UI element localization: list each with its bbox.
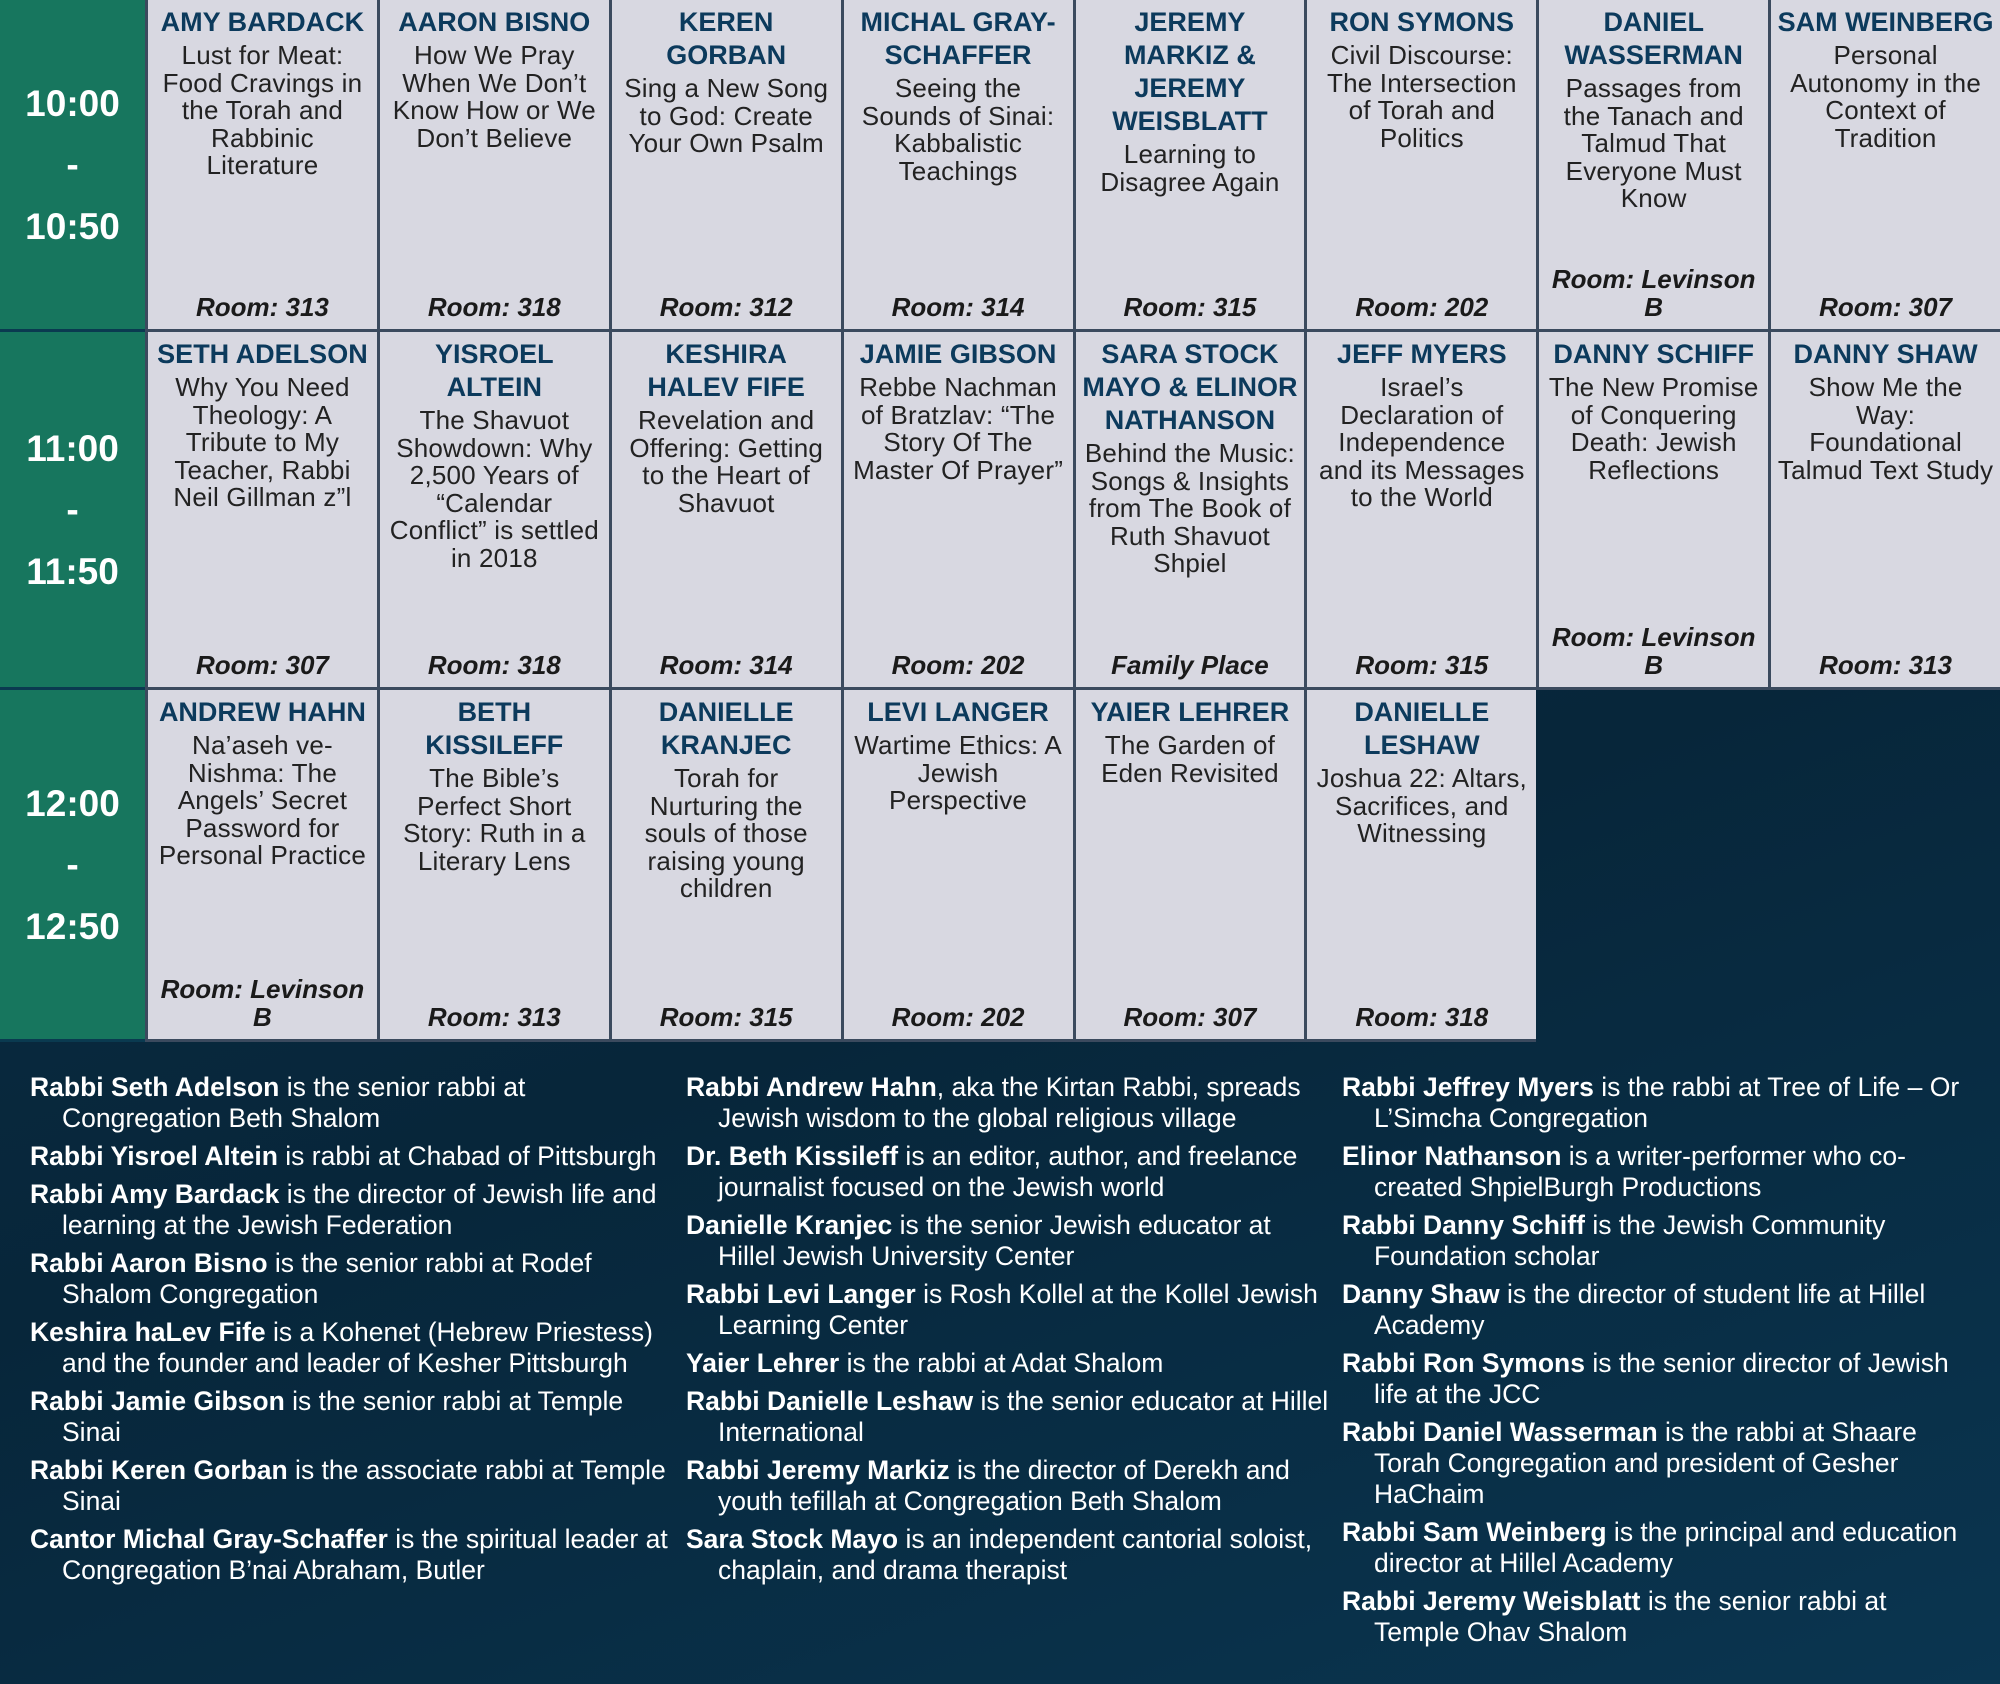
session-room: Room: 202 bbox=[1355, 292, 1489, 322]
empty-cell bbox=[1768, 690, 2000, 1042]
bio-entry bbox=[686, 1072, 1342, 1134]
speaker-name: MICHAL GRAY-SCHAFFER bbox=[860, 7, 1056, 70]
session-title: Personal Autonomy in the Context of Tradition bbox=[1790, 40, 1981, 153]
session-cell bbox=[841, 690, 1073, 1042]
bio-name: Danny Shaw bbox=[1342, 1279, 1500, 1309]
speaker-name: DANIELLE KRANJEC bbox=[658, 697, 794, 760]
session-room: Room: 312 bbox=[659, 292, 793, 322]
session-title: Seeing the Sounds of Sinai: Kabbalistic Teachings bbox=[861, 73, 1055, 186]
bio-name: Yaier Lehrer bbox=[686, 1348, 840, 1378]
speaker-name: YAIER LEHRER bbox=[1090, 697, 1290, 727]
session-title: Na’aseh ve-Nishma: The Angels’ Secret Password for Personal Practice bbox=[158, 730, 367, 870]
session-room: Room: 313 bbox=[427, 1002, 561, 1032]
session-title: Sing a New Song to God: Create Your Own Psalm bbox=[624, 73, 829, 158]
bio-text: is an editor, author, and freelance journalist focused on the Jewish world bbox=[718, 1141, 1298, 1202]
bio-text: is the senior rabbi at Temple Sinai bbox=[62, 1386, 624, 1447]
bio-text: is the director of student life at Hillel Academy bbox=[1374, 1279, 1926, 1340]
session-cell bbox=[377, 0, 609, 332]
bio-name: Rabbi Jeffrey Myers bbox=[1342, 1072, 1594, 1102]
session-title: Israel’s Declaration of Independence and its Messages to the World bbox=[1319, 372, 1525, 512]
session-cell bbox=[1304, 332, 1536, 690]
bio-name: Rabbi Aaron Bisno bbox=[30, 1248, 268, 1278]
bio-text: is the rabbi at Adat Shalom bbox=[839, 1348, 1164, 1378]
speaker-name: BETH KISSILEFF bbox=[425, 697, 564, 760]
bio-name: Rabbi Amy Bardack bbox=[30, 1179, 280, 1209]
bio-entry bbox=[686, 1455, 1342, 1517]
session-room: Room: 318 bbox=[1355, 1002, 1489, 1032]
session-cell bbox=[1073, 332, 1305, 690]
session-room: Room: 318 bbox=[427, 650, 561, 680]
session-room: Room: 307 bbox=[195, 650, 329, 680]
speaker-name: ANDREW HAHN bbox=[158, 697, 366, 727]
speaker-name: KESHIRA HALEV FIFE bbox=[647, 339, 805, 402]
bio-name: Rabbi Danny Schiff bbox=[1342, 1210, 1585, 1240]
bio-text: is the rabbi at Shaare Torah Congregation and president of Gesher HaChaim bbox=[1374, 1417, 1917, 1509]
speaker-bios bbox=[30, 1072, 1970, 1655]
session-title: The Garden of Eden Revisited bbox=[1101, 730, 1279, 788]
bio-name: Danielle Kranjec bbox=[686, 1210, 893, 1240]
session-title: Behind the Music: Songs & Insights from The Book of Ruth Shavuot Shpiel bbox=[1084, 438, 1295, 578]
speaker-name: JEFF MYERS bbox=[1337, 339, 1507, 369]
speaker-name: DANNY SHAW bbox=[1793, 339, 1978, 369]
bio-entry bbox=[1342, 1586, 1970, 1648]
bio-entry bbox=[1342, 1348, 1970, 1410]
bio-entry bbox=[1342, 1072, 1970, 1134]
session-room: Room: 315 bbox=[1355, 650, 1489, 680]
bio-text: is the principal and education director at Hillel Academy bbox=[1374, 1517, 1958, 1578]
bio-name: Rabbi Keren Gorban bbox=[30, 1455, 288, 1485]
bio-name: Rabbi Danielle Leshaw bbox=[686, 1386, 974, 1416]
bio-entry bbox=[30, 1141, 686, 1172]
time-slot bbox=[0, 0, 145, 332]
bio-column bbox=[1342, 1072, 1970, 1655]
session-cell bbox=[377, 332, 609, 690]
session-room: Room: 314 bbox=[659, 650, 793, 680]
speaker-name: DANIELLE LESHAW bbox=[1354, 697, 1490, 760]
session-cell bbox=[1536, 0, 1768, 332]
session-title: Torah for Nurturing the souls of those raising young children bbox=[644, 763, 808, 903]
bio-text: is the senior rabbi at Temple Ohav Shalom bbox=[1374, 1586, 1887, 1647]
session-room: Room: 313 bbox=[195, 292, 329, 322]
empty-cell bbox=[1536, 690, 1768, 1042]
session-title: Wartime Ethics: A Jewish Perspective bbox=[854, 730, 1062, 815]
speaker-name: DANNY SCHIFF bbox=[1553, 339, 1754, 369]
bio-entry bbox=[1342, 1417, 1970, 1510]
time-sep: - bbox=[66, 843, 79, 885]
bio-name: Sara Stock Mayo bbox=[686, 1524, 899, 1554]
session-title: The Bible’s Perfect Short Story: Ruth in a Literary Lens bbox=[403, 763, 586, 876]
bio-name: Rabbi Yisroel Altein bbox=[30, 1141, 278, 1171]
bio-entry bbox=[30, 1179, 686, 1241]
session-cell bbox=[609, 332, 841, 690]
bio-text: is the director of Derekh and youth tefillah at Congregation Beth Shalom bbox=[718, 1455, 1290, 1516]
bio-entry bbox=[1342, 1141, 1970, 1203]
bio-entry bbox=[686, 1279, 1342, 1341]
bio-entry bbox=[30, 1072, 686, 1134]
bio-text: is the spiritual leader at Congregation B’nai Abraham, Butler bbox=[62, 1524, 668, 1585]
session-room: Room: 314 bbox=[891, 292, 1025, 322]
bio-name: Rabbi Levi Langer bbox=[686, 1279, 916, 1309]
bio-entry bbox=[30, 1524, 686, 1586]
bio-name: Dr. Beth Kissileff bbox=[686, 1141, 899, 1171]
bio-name: Elinor Nathanson bbox=[1342, 1141, 1562, 1171]
bio-name: Cantor Michal Gray-Schaffer bbox=[30, 1524, 388, 1554]
session-room: Room: 315 bbox=[659, 1002, 793, 1032]
speaker-name: AMY BARDACK bbox=[160, 7, 365, 37]
bio-column bbox=[686, 1072, 1342, 1655]
session-title: How We Pray When We Don’t Know How or We Don’t Believe bbox=[392, 40, 596, 153]
time-sep: - bbox=[66, 488, 79, 530]
speaker-name: SETH ADELSON bbox=[157, 339, 368, 369]
session-cell bbox=[377, 690, 609, 1042]
bio-entry bbox=[30, 1386, 686, 1448]
bio-name: Rabbi Sam Weinberg bbox=[1342, 1517, 1607, 1547]
session-room: Room: 202 bbox=[891, 650, 1025, 680]
bio-entry bbox=[1342, 1210, 1970, 1272]
time-start: 11:00 bbox=[26, 427, 119, 469]
session-room: Room: Levinson B bbox=[1551, 264, 1756, 322]
time-slot bbox=[0, 690, 145, 1042]
time-end: 11:50 bbox=[26, 550, 119, 592]
bio-text: is the senior director of Jewish life at the JCC bbox=[1374, 1348, 1949, 1409]
session-title: The New Promise of Conquering Death: Jewish Reflections bbox=[1548, 372, 1759, 485]
bio-entry bbox=[686, 1141, 1342, 1203]
bio-entry bbox=[686, 1210, 1342, 1272]
bio-text: is the senior rabbi at Congregation Beth Shalom bbox=[62, 1072, 526, 1133]
session-title: Civil Discourse: The Intersection of Torah and Politics bbox=[1326, 40, 1517, 153]
speaker-name: JAMIE GIBSON bbox=[859, 339, 1057, 369]
session-room: Room: Levinson B bbox=[160, 974, 365, 1032]
bio-name: Rabbi Jeremy Weisblatt bbox=[1342, 1586, 1641, 1616]
session-cell bbox=[1073, 0, 1305, 332]
bio-name: Keshira haLev Fife bbox=[30, 1317, 266, 1347]
speaker-name: SAM WEINBERG bbox=[1777, 7, 1994, 37]
bio-entry bbox=[686, 1386, 1342, 1448]
session-cell bbox=[1768, 0, 2000, 332]
speaker-name: KEREN GORBAN bbox=[666, 7, 787, 70]
session-cell bbox=[609, 0, 841, 332]
session-cell bbox=[1768, 332, 2000, 690]
bio-entry bbox=[1342, 1517, 1970, 1579]
bio-entry bbox=[686, 1348, 1342, 1379]
time-slot bbox=[0, 332, 145, 690]
session-cell bbox=[841, 332, 1073, 690]
session-room: Room: 318 bbox=[427, 292, 561, 322]
session-room: Room: 307 bbox=[1123, 1002, 1257, 1032]
bio-text: is the Jewish Community Foundation scholar bbox=[1374, 1210, 1886, 1271]
bio-entry bbox=[686, 1524, 1342, 1586]
bio-entry bbox=[1342, 1279, 1970, 1341]
session-title: Lust for Meat: Food Cravings in the Torah and Rabbinic Literature bbox=[162, 40, 363, 180]
bio-text: is the senior rabbi at Rodef Shalom Congregation bbox=[62, 1248, 592, 1309]
session-cell bbox=[609, 690, 841, 1042]
bio-text: is the director of Jewish life and learning at the Jewish Federation bbox=[62, 1179, 657, 1240]
session-room: Room: 202 bbox=[891, 1002, 1025, 1032]
bio-name: Rabbi Andrew Hahn bbox=[686, 1072, 937, 1102]
bio-entry bbox=[30, 1455, 686, 1517]
session-title: Rebbe Nachman of Bratzlav: “The Story Of The Master Of Prayer” bbox=[853, 372, 1064, 485]
speaker-name: SARA STOCK MAYO & ELINOR NATHANSON bbox=[1082, 339, 1298, 435]
bio-entry bbox=[30, 1248, 686, 1310]
time-end: 12:50 bbox=[25, 905, 120, 947]
speaker-name: AARON BISNO bbox=[398, 7, 591, 37]
session-cell bbox=[145, 0, 377, 332]
time-start: 12:00 bbox=[25, 782, 120, 824]
speaker-name: DANIEL WASSERMAN bbox=[1564, 7, 1743, 70]
session-title: Revelation and Offering: Getting to the Heart of Shavuot bbox=[629, 405, 824, 518]
bio-text: is the associate rabbi at Temple Sinai bbox=[62, 1455, 666, 1516]
session-cell bbox=[1073, 690, 1305, 1042]
session-title: Joshua 22: Altars, Sacrifices, and Witnessing bbox=[1316, 763, 1527, 848]
bio-text: , aka the Kirtan Rabbi, spreads Jewish wisdom to the global religious village bbox=[718, 1072, 1301, 1133]
bio-text: is an independent cantorial soloist, chaplain, and drama therapist bbox=[718, 1524, 1313, 1585]
speaker-name: LEVI LANGER bbox=[867, 697, 1049, 727]
speaker-name: RON SYMONS bbox=[1329, 7, 1515, 37]
session-cell bbox=[1304, 690, 1536, 1042]
speaker-name: JEREMY MARKIZ & JEREMY WEISBLATT bbox=[1112, 7, 1268, 136]
session-title: Show Me the Way: Foundational Talmud Text Study bbox=[1777, 372, 1994, 485]
bio-entry bbox=[30, 1317, 686, 1379]
session-title: Learning to Disagree Again bbox=[1100, 139, 1280, 197]
session-title: Passages from the Tanach and Talmud That Everyone Must Know bbox=[1563, 73, 1744, 213]
bio-name: Rabbi Jeremy Markiz bbox=[686, 1455, 950, 1485]
session-room: Room: 315 bbox=[1123, 292, 1257, 322]
bio-text: is rabbi at Chabad of Pittsburgh bbox=[277, 1141, 657, 1171]
bio-column bbox=[30, 1072, 686, 1655]
time-sep: - bbox=[66, 143, 79, 185]
bio-name: Rabbi Daniel Wasserman bbox=[1342, 1417, 1658, 1447]
bio-text: is the senior Jewish educator at Hillel Jewish University Center bbox=[718, 1210, 1271, 1271]
bio-text: is a Kohenet (Hebrew Priestess) and the founder and leader of Kesher Pittsburgh bbox=[62, 1317, 653, 1378]
session-cell bbox=[1304, 0, 1536, 332]
session-cell bbox=[1536, 332, 1768, 690]
bio-name: Rabbi Ron Symons bbox=[1342, 1348, 1585, 1378]
session-room: Room: Levinson B bbox=[1551, 622, 1756, 680]
session-room: Family Place bbox=[1111, 650, 1269, 680]
session-cell bbox=[841, 0, 1073, 332]
session-title: The Shavuot Showdown: Why 2,500 Years of “Calendar Conflict” is settled in 2018 bbox=[389, 405, 599, 573]
bio-text: is a writer-performer who co-created ShpielBurgh Productions bbox=[1374, 1141, 1906, 1202]
session-cell bbox=[145, 332, 377, 690]
session-room: Room: 307 bbox=[1819, 292, 1953, 322]
bio-text: is the senior educator at Hillel International bbox=[718, 1386, 1329, 1447]
session-cell bbox=[145, 690, 377, 1042]
session-title: Why You Need Theology: A Tribute to My Teacher, Rabbi Neil Gillman z”l bbox=[173, 372, 352, 512]
time-start: 10:00 bbox=[25, 82, 120, 124]
bio-name: Rabbi Jamie Gibson bbox=[30, 1386, 285, 1416]
speaker-name: YISROEL ALTEIN bbox=[435, 339, 554, 402]
bio-text: is the rabbi at Tree of Life – Or L’Simcha Congregation bbox=[1374, 1072, 1960, 1133]
bio-name: Rabbi Seth Adelson bbox=[30, 1072, 280, 1102]
bio-text: is Rosh Kollel at the Kollel Jewish Learning Center bbox=[718, 1279, 1318, 1340]
time-end: 10:50 bbox=[25, 205, 120, 247]
session-room: Room: 313 bbox=[1819, 650, 1953, 680]
